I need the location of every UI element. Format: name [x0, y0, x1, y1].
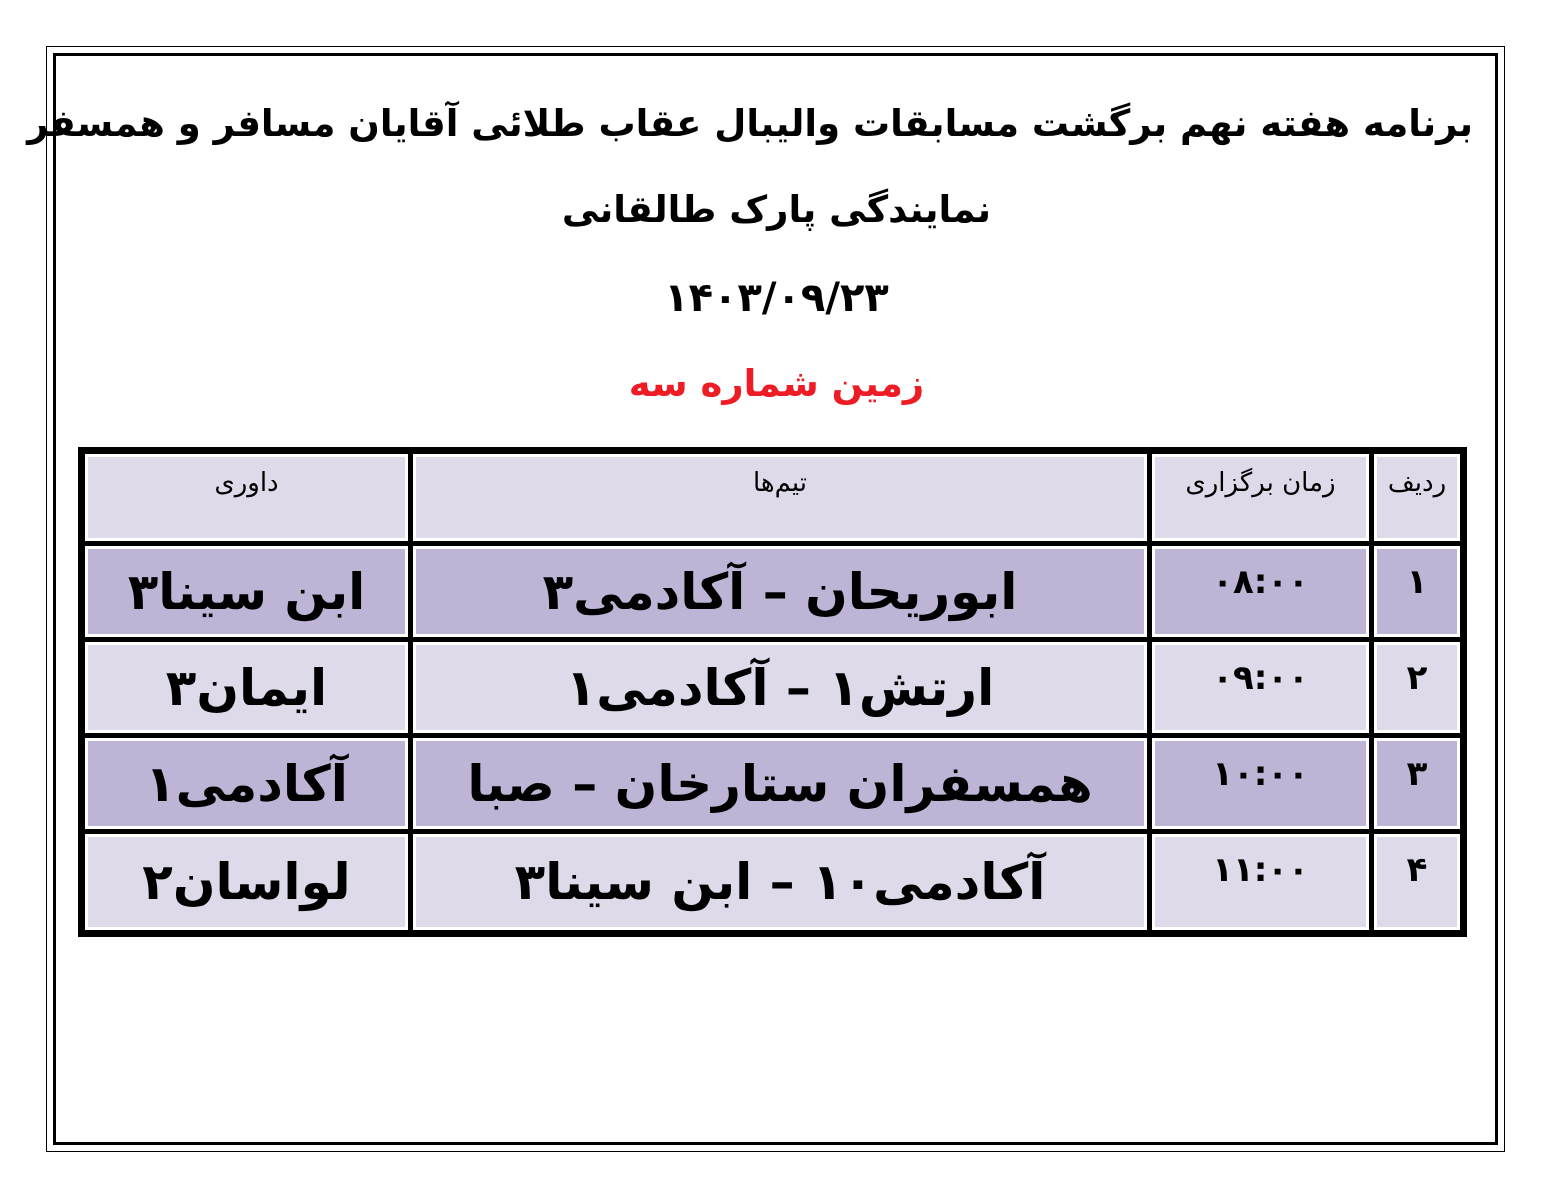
row-index: ۳ — [1369, 738, 1460, 834]
match-referee: لواسان۲ — [85, 834, 408, 930]
table-header-row — [85, 454, 1460, 546]
row-index: ۲ — [1369, 642, 1460, 738]
match-teams: آکادمی۱۰ – ابن سینا۳ — [408, 834, 1147, 930]
column-header-referee: داوری — [85, 454, 408, 546]
title-line-2: نمایندگی پارک طالقانی — [561, 188, 992, 231]
schedule-date: ۱۴۰۳/۰۹/۲۳ — [664, 275, 889, 321]
match-teams: همسفران ستارخان – صبا — [408, 738, 1147, 834]
column-header-index: ردیف — [1369, 454, 1460, 546]
match-teams: ارتش۱ – آکادمی۱ — [408, 642, 1147, 738]
column-header-teams: تیم‌ها — [408, 454, 1147, 546]
match-teams: ابوریحان – آکادمی۳ — [408, 546, 1147, 642]
table-row — [85, 546, 1460, 642]
match-referee: آکادمی۱ — [85, 738, 408, 834]
title-line-1: برنامه هفته نهم برگشت مسابقات والیبال عقاب طلائی آقایان مسافر و همسفر — [27, 102, 1473, 145]
column-header-time: زمان برگزاری — [1147, 454, 1369, 546]
table-row — [85, 738, 1460, 834]
row-index: ۴ — [1369, 834, 1460, 930]
match-time: ۰۸:۰۰ — [1147, 546, 1369, 642]
match-referee: ایمان۳ — [85, 642, 408, 738]
court-label: زمین شماره سه — [628, 362, 925, 405]
row-index: ۱ — [1369, 546, 1460, 642]
table-row — [85, 834, 1460, 930]
match-time: ۰۹:۰۰ — [1147, 642, 1369, 738]
table-row — [85, 642, 1460, 738]
match-referee: ابن سینا۳ — [85, 546, 408, 642]
match-time: ۱۰:۰۰ — [1147, 738, 1369, 834]
match-time: ۱۱:۰۰ — [1147, 834, 1369, 930]
schedule-table — [78, 447, 1467, 937]
